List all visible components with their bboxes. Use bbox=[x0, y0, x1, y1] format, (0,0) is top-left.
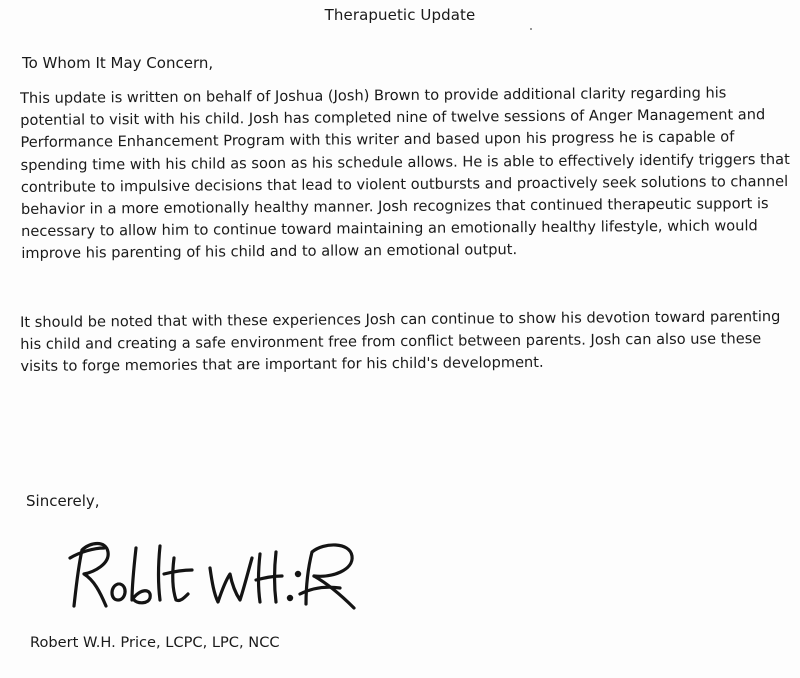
paragraph-line: improve his parenting of his child and to allow an emotional output. bbox=[21, 241, 518, 263]
salutation: To Whom It May Concern, bbox=[22, 54, 214, 72]
paragraph-line: spending time with his child as soon as his schedule allows. He is able to effectively identify triggers that bbox=[20, 150, 790, 174]
body-paragraph-2 bbox=[20, 306, 790, 379]
paragraph-line: potential to visit with his child. Josh has completed nine of twelve sessions of Anger Management and bbox=[20, 106, 766, 130]
scan-speck bbox=[530, 28, 532, 30]
body-paragraph-1 bbox=[20, 82, 791, 266]
handwritten-signature bbox=[60, 528, 360, 618]
paragraph-line: It should be noted that with these experiences Josh can continue to show his devotion toward parenting bbox=[20, 308, 781, 331]
paragraph-line: contribute to impulsive decisions that lead to violent outbursts and proactively seek solutions to channel bbox=[20, 172, 789, 196]
paragraph-line: Performance Enhancement Program with this writer and based upon his progress he is capable of bbox=[20, 128, 735, 152]
paragraph-line: necessary to allow him to continue toward maintaining an emotionally healthy lifestyle, which would bbox=[21, 217, 758, 241]
paragraph-line: his child and creating a safe environment free from conflict between parents. Josh can also use these bbox=[20, 330, 762, 354]
paragraph-line: behavior in a more emotionally healthy manner. Josh recognizes that continued therapeutic support is bbox=[20, 195, 769, 219]
closing: Sincerely, bbox=[26, 492, 100, 510]
document-title: Therapuetic Update bbox=[324, 6, 476, 24]
signer-name: Robert W.H. Price, LCPC, LPC, NCC bbox=[30, 634, 280, 651]
paragraph-line: visits to forge memories that are important for his child's development. bbox=[20, 354, 544, 376]
paragraph-line: This update is written on behalf of Joshua (Josh) Brown to provide additional clarity regarding his bbox=[20, 84, 727, 107]
